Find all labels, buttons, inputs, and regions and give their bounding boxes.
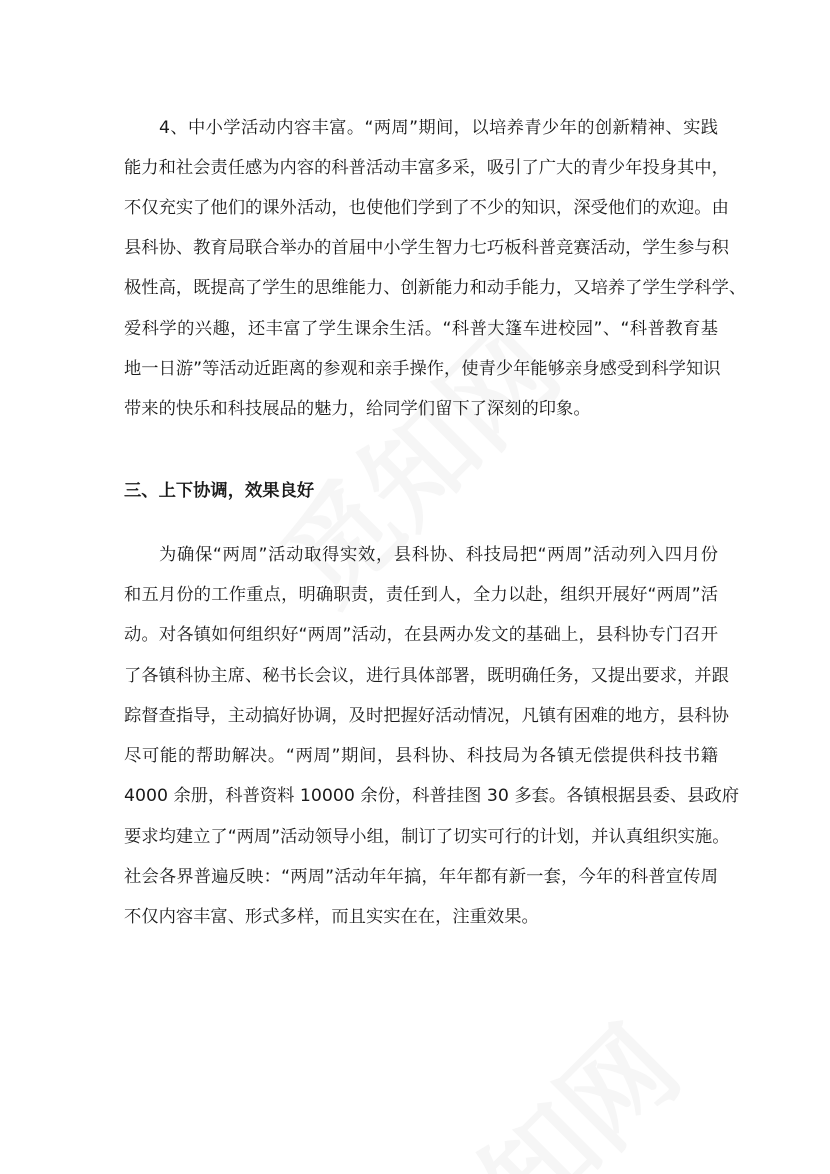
section-heading: 三、上下协调，效果良好 bbox=[124, 481, 315, 501]
paragraph-2-line: 尽可能的帮助解决。“两周”期间，县科协、科技局为各镇无偿提供科技书籍 bbox=[124, 746, 718, 766]
paragraph-2-line: 和五月份的工作重点，明确职责，责任到人，全力以赴，组织开展好“两周”活 bbox=[124, 585, 718, 605]
paragraph-1-line: 能力和社会责任感为内容的科普活动丰富多采，吸引了广大的青少年投身其中， bbox=[124, 158, 729, 178]
paragraph-2-line: 了各镇科协主席、秘书长会议，进行具体部署，既明确任务，又提出要求，并跟 bbox=[124, 666, 729, 686]
paragraph-1-line: 4、中小学活动内容丰富。“两周”期间，以培养青少年的创新精神、实践 bbox=[159, 118, 718, 138]
paragraph-2-line: 踪督查指导，主动搞好协调，及时把握好活动情况，凡镇有困难的地方，县科协 bbox=[124, 706, 729, 726]
paragraph-1-line: 极性高，既提高了学生的思维能力、创新能力和动手能力，又培养了学生学科学、 bbox=[124, 278, 747, 298]
paragraph-1-line: 不仅充实了他们的课外活动，也使他们学到了不少的知识，深受他们的欢迎。由 bbox=[124, 198, 729, 218]
paragraph-2-line: 4000 余册，科普资料 10000 余份，科普挂图 30 多套。各镇根据县委、县政府 bbox=[124, 786, 740, 806]
paragraph-2-line: 要求均建立了“两周”活动领导小组，制订了切实可行的计划，并认真组织实施。 bbox=[124, 827, 730, 847]
paragraph-2-line: 社会各界普遍反映：“两周”活动年年搞，年年都有新一套，今年的科普宣传周 bbox=[124, 867, 718, 887]
paragraph-2-line: 为确保“两周”活动取得实效，县科协、科技局把“两周”活动列入四月份 bbox=[159, 545, 718, 565]
paragraph-2-line: 不仅内容丰富、形式多样，而且实实在在，注重效果。 bbox=[124, 907, 539, 927]
paragraph-2-line: 动。对各镇如何组织好“两周”活动，在县两办发文的基础上，县科协专门召开 bbox=[124, 625, 718, 645]
paragraph-1-line: 爱科学的兴趣，还丰富了学生课余生活。“科普大篷车进校园”、“科普教育基 bbox=[124, 319, 718, 339]
paragraph-1-line: 带来的快乐和科技展品的魅力，给同学们留下了深刻的印象。 bbox=[124, 399, 591, 419]
paragraph-1-line: 地一日游”等活动近距离的参观和亲手操作，使青少年能够亲身感受到科学知识 bbox=[124, 359, 721, 379]
paragraph-1-line: 县科协、教育局联合举办的首届中小学生智力七巧板科普竞赛活动，学生参与积 bbox=[124, 238, 729, 258]
